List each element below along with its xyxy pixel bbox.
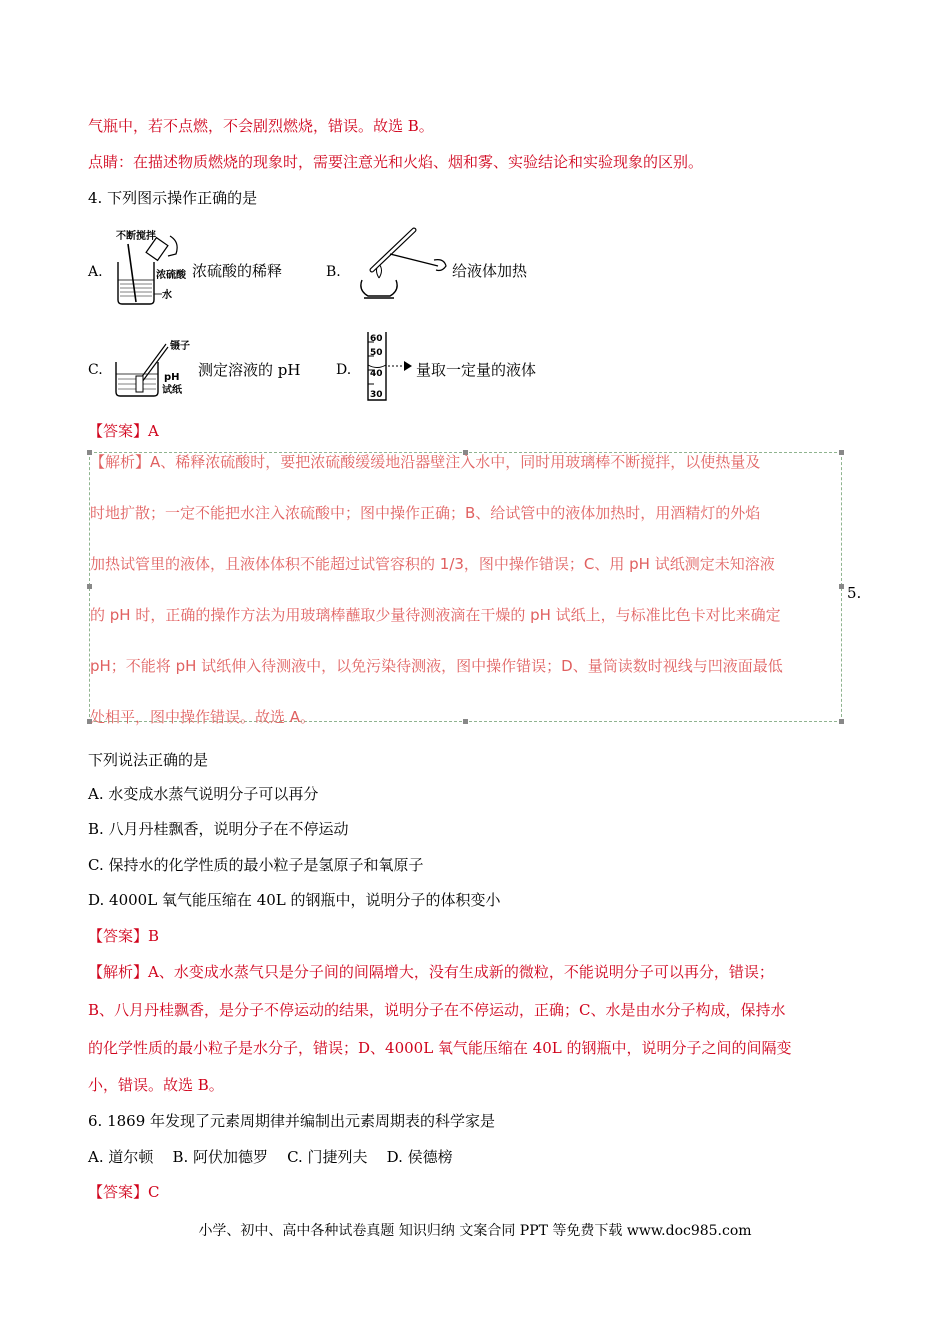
q5-number: 5. [847,584,862,602]
resize-handle-mr[interactable] [839,584,844,589]
q4-analysis-line-5: pH；不能将 pH 试纸伸入待测液中，以免污染待测液，图中操作错误；D、量筒读数时视线与凹液面最低 [90,657,783,675]
q4-analysis-line-1: 【解析】A、稀释浓硫酸时，要把浓硫酸缓缓地沿器壁注入水中，同时用玻璃棒不断搅拌，以使热量及 [90,453,761,471]
q5-analysis-line-3: 的化学性质的最小粒子是水分子，错误；D、4000L 氧气能压缩在 40L 的钢瓶中，说明分子之间的间隔变 [88,1039,792,1057]
resize-handle-br[interactable] [839,719,844,724]
q5-analysis-line-1: 【解析】A、水变成水蒸气只是分子间的间隔增大，没有生成新的微粒，不能说明分子可以再分，错误； [88,963,774,981]
q5-option-b: B. 八月丹桂飘香，说明分子在不停运动 [88,820,349,838]
q4-option-c-label: C. [88,362,103,378]
graduated-cylinder-figure [364,330,416,402]
q4-option-c-text: 测定溶液的 pH [198,361,301,379]
q4-analysis-line-4: 的 pH 时，正确的操作方法为用玻璃棒蘸取少量待测液滴在干燥的 pH 试纸上，与标准比色卡对比来确定 [90,606,781,624]
cylinder-tick-40: 40 [370,369,383,379]
fig-label-stir: 不断搅拌 [116,231,156,242]
q6-stem: 6. 1869 年发现了元素周期律并编制出元素周期表的科学家是 [88,1112,496,1130]
ph-test-figure [110,336,194,398]
heating-liquid-figure [350,220,452,306]
cylinder-tick-30: 30 [370,390,383,400]
q6-answer: 【答案】C [88,1183,160,1201]
fig-label-acid: 浓硫酸 [156,270,186,281]
q5-analysis-line-2: B、八月丹桂飘香，是分子不停运动的结果，说明分子在不停运动，正确；C、水是由水分子构成，保持水 [88,1001,786,1019]
q4-analysis-line-2: 时地扩散；一定不能把水注入浓硫酸中；图中操作正确；B、给试管中的液体加热时，用酒精灯的外焰 [90,504,761,522]
q4-analysis-line-3: 加热试管里的液体，且液体体积不能超过试管容积的 1/3，图中操作错误；C、用 pH 试纸测定未知溶液 [90,555,775,573]
resize-handle-bm[interactable] [463,719,468,724]
resize-handle-ml[interactable] [87,584,92,589]
q4-answer: 【答案】A [88,422,159,440]
q5-analysis-line-4: 小，错误。故选 B。 [88,1076,224,1094]
q4-analysis-line-6: 处相平，图中操作错误。故选 A。 [90,708,316,726]
dilution-figure [110,226,192,308]
q5-answer: 【答案】B [88,927,160,945]
page-footer: 小学、初中、高中各种试卷真题 知识归纳 文案合同 PPT 等免费下载 www.doc985.com [198,1223,752,1239]
fig-label-tweezers: 镊子 [170,341,190,352]
q5-option-c: C. 保持水的化学性质的最小粒子是氢原子和氧原子 [88,856,424,874]
prev-tip: 点睛：在描述物质燃烧的现象时，需要注意光和火焰、烟和雾、实验结论和实验现象的区别。 [88,153,704,171]
q5-option-a: A. 水变成水蒸气说明分子可以再分 [88,785,319,803]
q4-option-b-text: 给液体加热 [452,262,528,280]
q4-stem: 4. 下列图示操作正确的是 [88,189,258,207]
prev-analysis-tail: 气瓶中，若不点燃，不会剧烈燃烧，错误。故选 B。 [88,117,434,135]
q4-option-d-text: 量取一定量的液体 [416,361,537,379]
q5-option-d: D. 4000L 氧气能压缩在 40L 的钢瓶中，说明分子的体积变小 [88,891,501,909]
q4-analysis-frame[interactable] [89,452,842,722]
q4-option-b-label: B. [326,264,341,280]
resize-handle-tr[interactable] [839,450,844,455]
q6-options: A. 道尔顿 B. 阿伏加德罗 C. 门捷列夫 D. 侯德榜 [88,1148,453,1166]
q5-stem: 下列说法正确的是 [88,751,209,769]
cylinder-tick-50: 50 [370,348,383,358]
q4-option-a-label: A. [88,264,103,280]
fig-label-ph: pH [164,372,180,383]
cylinder-tick-60: 60 [370,334,383,344]
q4-option-a-text: 浓硫酸的稀释 [192,262,283,280]
q4-option-d-label: D. [336,362,352,378]
fig-label-water: 水 [162,290,172,301]
fig-label-paper: 试纸 [162,385,182,396]
